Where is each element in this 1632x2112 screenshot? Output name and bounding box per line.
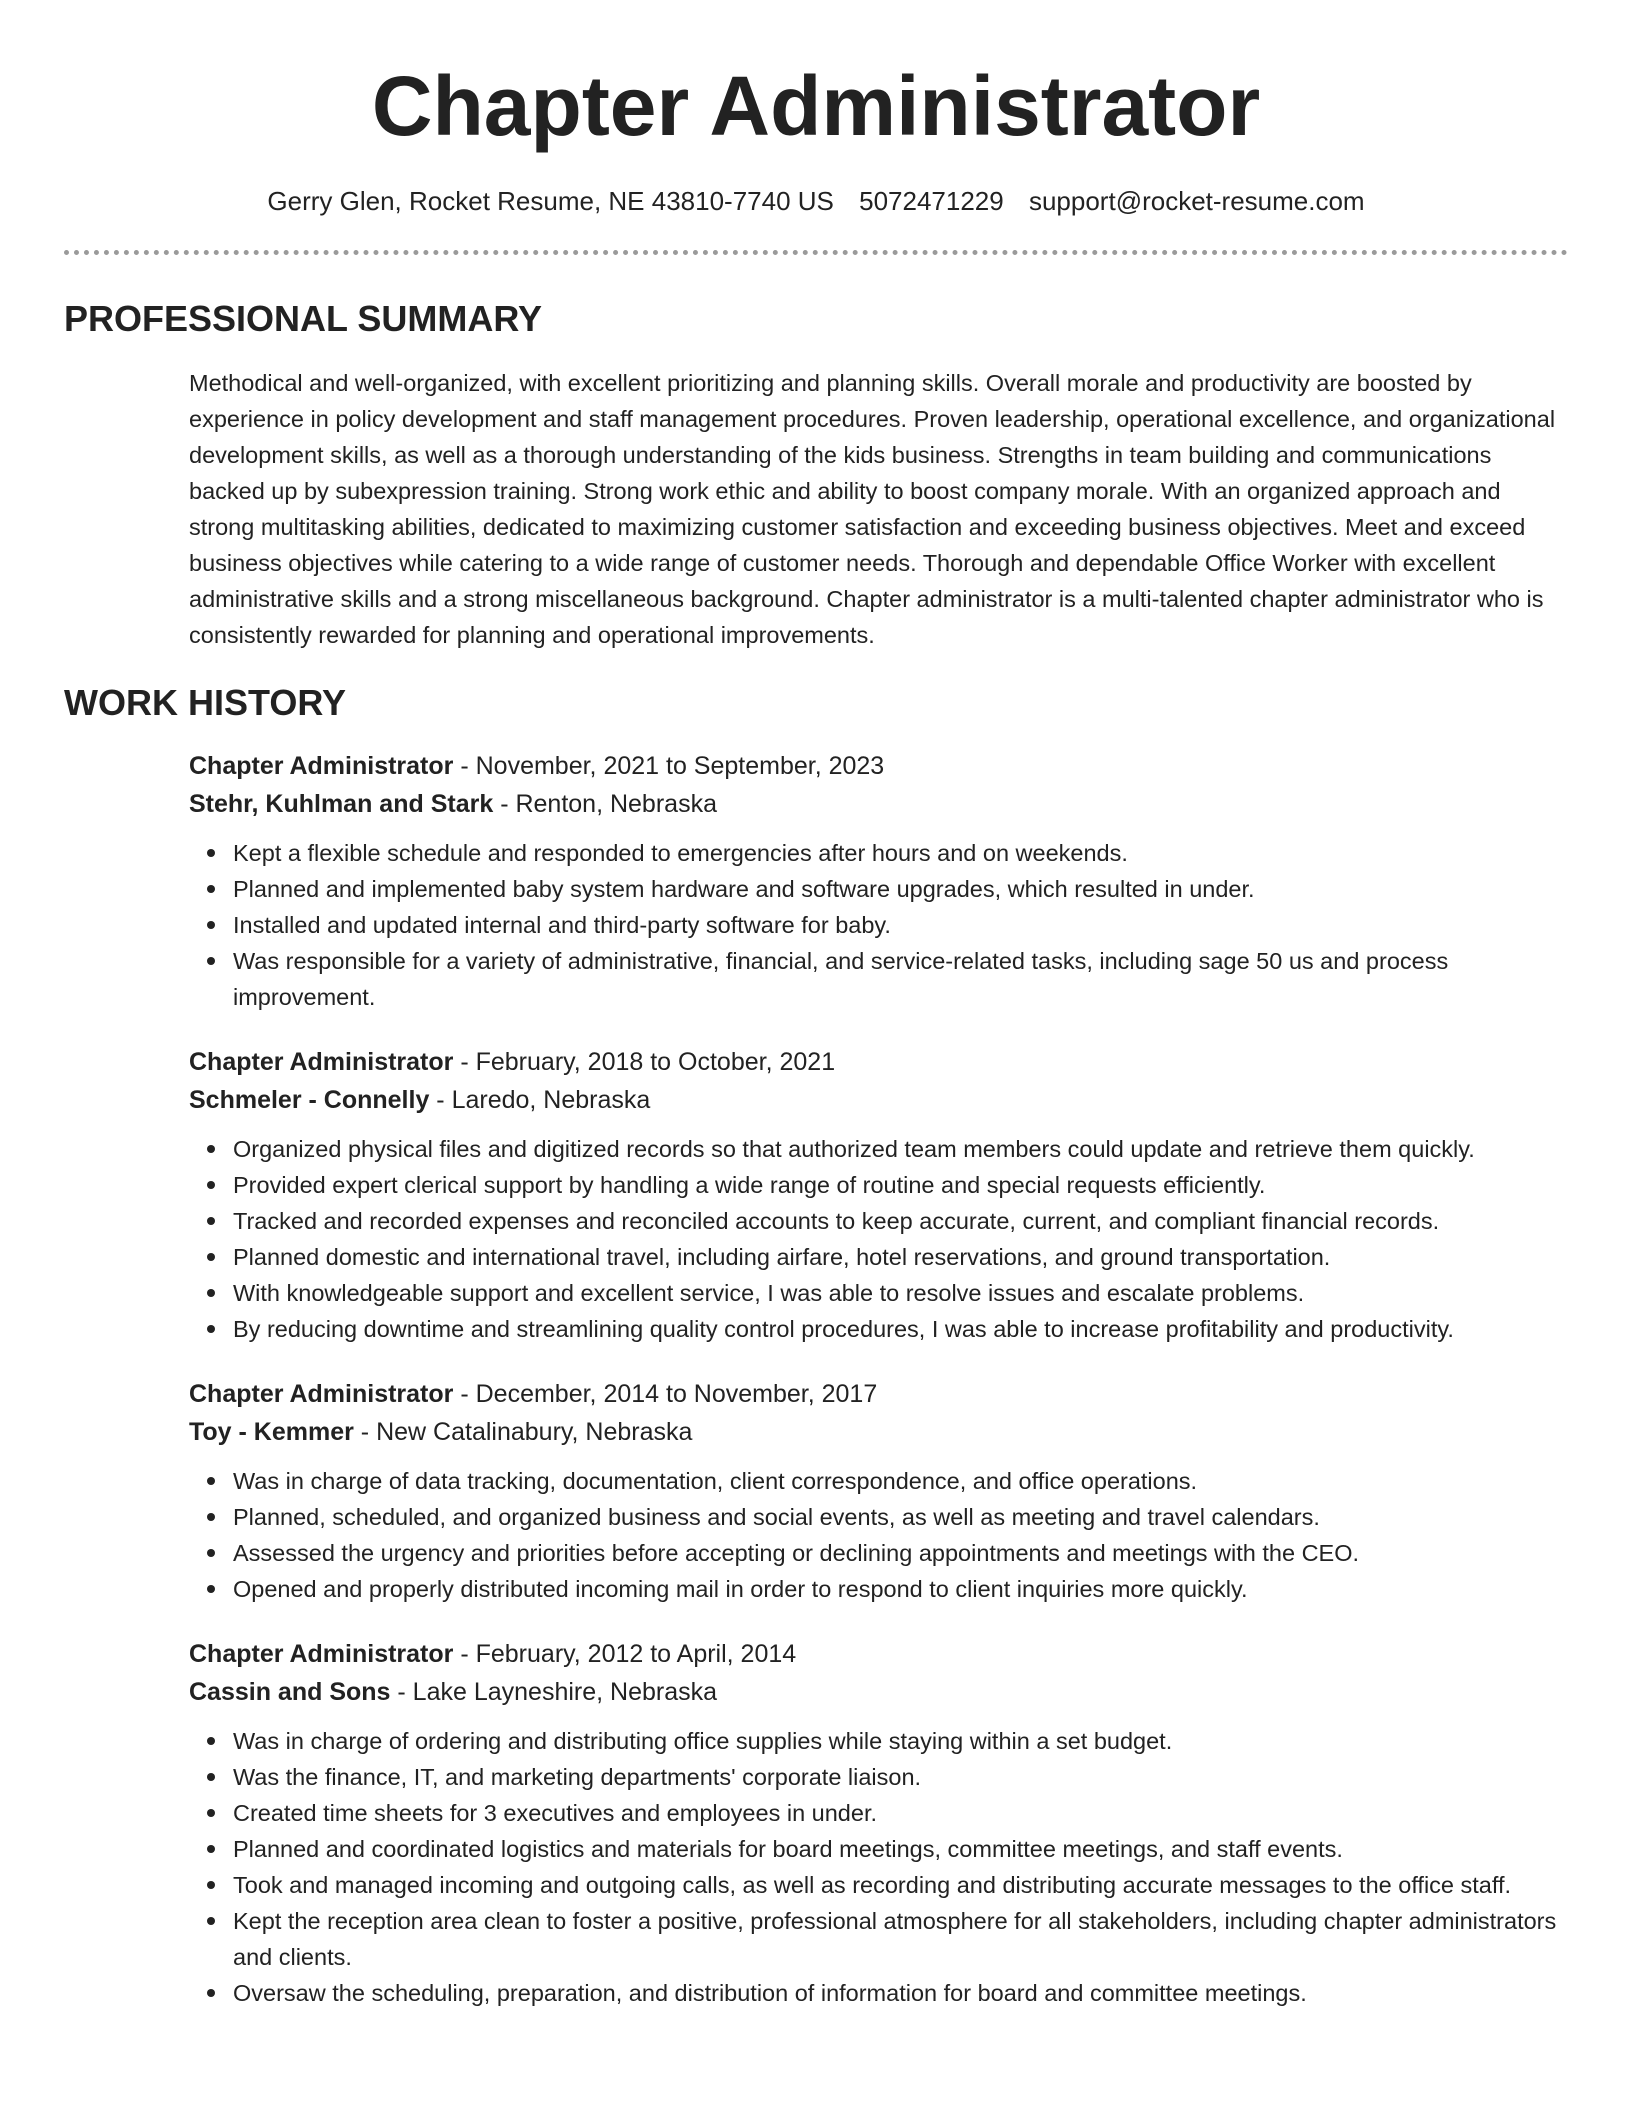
bullet-dot-icon bbox=[207, 1181, 215, 1189]
job-bullet: Provided expert clerical support by handling a wide range of routine and special requests efficiently. bbox=[233, 1167, 1568, 1203]
job-company-line bbox=[189, 1673, 1568, 1711]
job-bullet: Kept a flexible schedule and responded to emergencies after hours and on weekends. bbox=[233, 835, 1568, 871]
job-entry bbox=[189, 1043, 1568, 1347]
job-company-line bbox=[189, 785, 1568, 823]
job-dates: - February, 2012 to April, 2014 bbox=[453, 1640, 797, 1668]
job-bullet: Was responsible for a variety of administrative, financial, and service-related tasks, including sage 50 us and process improvement. bbox=[233, 943, 1568, 1015]
summary-text: Methodical and well-organized, with excellent prioritizing and planning skills. Overall morale and productivity are boosted by experience in policy development and staff management procedures. Proven leadership, operational excellence, and organizational development skills, as well as a thorough understanding of the kids business. Strengths in team building and communications backed up by subexpression training. Strong work ethic and ability to boost company morale. With an organized approach and strong multitasking abilities, dedicated to maximizing customer satisfaction and exceeding business objectives. Meet and exceed business objectives while catering to a wide range of customer needs. Thorough and dependable Office Worker with excellent administrative skills and a strong miscellaneous background. Chapter administrator is a multi-talented chapter administrator who is consistently rewarded for planning and operational improvements. bbox=[189, 370, 1556, 648]
job-bullet: Created time sheets for 3 executives and employees in under. bbox=[233, 1795, 1568, 1831]
job-company: Schmeler - Connelly bbox=[189, 1086, 430, 1114]
job-bullet: Planned, scheduled, and organized business and social events, as well as meeting and travel calendars. bbox=[233, 1499, 1568, 1535]
bullet-dot-icon bbox=[207, 1217, 215, 1225]
contact-email: support@rocket-resume.com bbox=[1028, 186, 1365, 216]
job-company: Cassin and Sons bbox=[189, 1678, 391, 1706]
job-title: Chapter Administrator bbox=[189, 752, 454, 780]
contact-address: Gerry Glen, Rocket Resume, NE 43810-7740 US bbox=[267, 186, 834, 216]
job-dates: - December, 2014 to November, 2017 bbox=[453, 1380, 878, 1408]
job-title: Chapter Administrator bbox=[189, 1640, 454, 1668]
job-location: - Lake Layneshire, Nebraska bbox=[390, 1678, 718, 1706]
job-location: - Laredo, Nebraska bbox=[429, 1086, 651, 1114]
job-bullet: Installed and updated internal and third-party software for baby. bbox=[233, 907, 1568, 943]
bullet-dot-icon bbox=[207, 1737, 215, 1745]
bullet-dot-icon bbox=[207, 1989, 215, 1997]
job-dates: - November, 2021 to September, 2023 bbox=[453, 752, 885, 780]
bullet-dot-icon bbox=[207, 1289, 215, 1297]
bullet-dot-icon bbox=[207, 885, 215, 893]
job-bullet: Organized physical files and digitized records so that authorized team members could update and retrieve them quickly. bbox=[233, 1131, 1568, 1167]
job-bullet: Was the finance, IT, and marketing departments' corporate liaison. bbox=[233, 1759, 1568, 1795]
job-bullet-list bbox=[189, 1131, 1568, 1347]
job-dates: - February, 2018 to October, 2021 bbox=[453, 1048, 836, 1076]
job-company: Toy - Kemmer bbox=[189, 1418, 354, 1446]
bullet-dot-icon bbox=[207, 1809, 215, 1817]
job-title-line bbox=[189, 1635, 1568, 1673]
job-bullet-list bbox=[189, 835, 1568, 1015]
job-entry bbox=[189, 1375, 1568, 1607]
job-bullet: Tracked and recorded expenses and reconciled accounts to keep accurate, current, and compliant financial records. bbox=[233, 1203, 1568, 1239]
job-bullet: Was in charge of ordering and distributing office supplies while staying within a set budget. bbox=[233, 1723, 1568, 1759]
summary-heading: PROFESSIONAL SUMMARY bbox=[64, 298, 543, 339]
job-bullet: Took and managed incoming and outgoing calls, as well as recording and distributing accurate messages to the office staff. bbox=[233, 1867, 1568, 1903]
job-bullet: Planned and coordinated logistics and materials for board meetings, committee meetings, and staff events. bbox=[233, 1831, 1568, 1867]
bullet-dot-icon bbox=[207, 849, 215, 857]
bullet-dot-icon bbox=[207, 1773, 215, 1781]
job-company-line bbox=[189, 1081, 1568, 1119]
resume-title: Chapter Administrator bbox=[371, 59, 1261, 153]
job-entry bbox=[189, 747, 1568, 1015]
bullet-dot-icon bbox=[207, 957, 215, 965]
job-bullet: With knowledgeable support and excellent service, I was able to resolve issues and escalate problems. bbox=[233, 1275, 1568, 1311]
contact-phone: 5072471229 bbox=[859, 186, 1004, 216]
job-title-line bbox=[189, 1375, 1568, 1413]
job-title-line bbox=[189, 747, 1568, 785]
job-bullet: By reducing downtime and streamlining quality control procedures, I was able to increase profitability and productivity. bbox=[233, 1311, 1568, 1347]
contact-line bbox=[64, 184, 1568, 218]
job-bullet-list bbox=[189, 1723, 1568, 2011]
bullet-dot-icon bbox=[207, 1549, 215, 1557]
bullet-dot-icon bbox=[207, 1845, 215, 1853]
work-history-heading: WORK HISTORY bbox=[64, 682, 347, 723]
job-title: Chapter Administrator bbox=[189, 1048, 454, 1076]
bullet-dot-icon bbox=[207, 1145, 215, 1153]
bullet-dot-icon bbox=[207, 1513, 215, 1521]
job-bullet: Was in charge of data tracking, documentation, client correspondence, and office operations. bbox=[233, 1463, 1568, 1499]
bullet-dot-icon bbox=[207, 1881, 215, 1889]
bullet-dot-icon bbox=[207, 1585, 215, 1593]
job-bullet: Planned domestic and international travel, including airfare, hotel reservations, and ground transportation. bbox=[233, 1239, 1568, 1275]
bullet-dot-icon bbox=[207, 1477, 215, 1485]
job-bullet: Oversaw the scheduling, preparation, and distribution of information for board and committee meetings. bbox=[233, 1975, 1568, 2011]
job-bullet: Opened and properly distributed incoming mail in order to respond to client inquiries more quickly. bbox=[233, 1571, 1568, 1607]
job-entry bbox=[189, 1635, 1568, 2011]
job-company: Stehr, Kuhlman and Stark bbox=[189, 790, 494, 818]
bullet-dot-icon bbox=[207, 1253, 215, 1261]
job-title-line bbox=[189, 1043, 1568, 1081]
job-bullet-list bbox=[189, 1463, 1568, 1607]
job-bullet: Planned and implemented baby system hardware and software upgrades, which resulted in under. bbox=[233, 871, 1568, 907]
header-divider bbox=[64, 250, 1568, 255]
job-title: Chapter Administrator bbox=[189, 1380, 454, 1408]
job-location: - New Catalinabury, Nebraska bbox=[353, 1418, 693, 1446]
bullet-dot-icon bbox=[207, 921, 215, 929]
job-location: - Renton, Nebraska bbox=[493, 790, 717, 818]
job-bullet: Kept the reception area clean to foster a positive, professional atmosphere for all stakeholders, including chapter administrators and clients. bbox=[233, 1903, 1568, 1975]
bullet-dot-icon bbox=[207, 1917, 215, 1925]
job-company-line bbox=[189, 1413, 1568, 1451]
bullet-dot-icon bbox=[207, 1325, 215, 1333]
job-bullet: Assessed the urgency and priorities before accepting or declining appointments and meetings with the CEO. bbox=[233, 1535, 1568, 1571]
